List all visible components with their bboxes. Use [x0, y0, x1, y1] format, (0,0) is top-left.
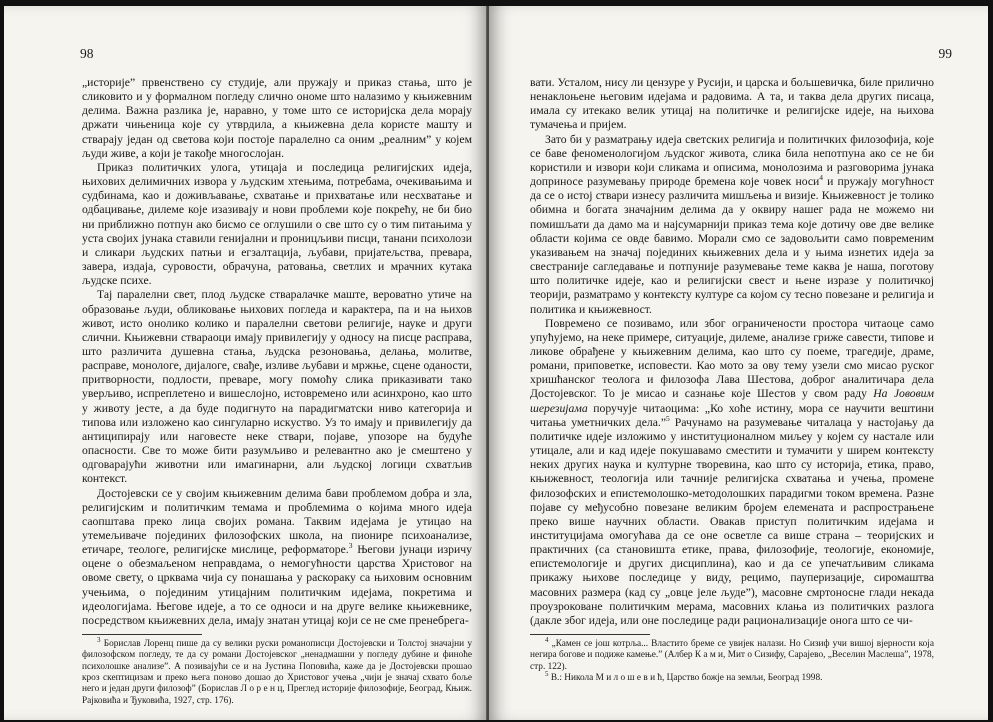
- left-page: [4, 6, 487, 720]
- footnote: [82, 636, 472, 707]
- footnote-number: 4: [545, 636, 549, 644]
- right-page-text: [530, 76, 934, 684]
- footnote-number: 3: [97, 636, 101, 644]
- paragraph-text: и пружају могућност да се о истој ствари изнесу различита мишљења и визије. Књижевност је толико обимна и богата значајним делима да у оквиру нашег рада не можемо ни помишљати да дамо ма и најсумарнији приказ тема које дотичу ове две велике области којима се овде бавимо. Морали смо се задовољити само повременим указивањем на значај појединих књижевних дела и у њима изнетих идеја за свестраније сагледавање и потпуније разумевање теме каква је наша, поготову што политичке идеје, као и религијски свест и њене изразе у политичкој теорији, разматрамо у контексту културе са којом су тесно повезане и религија и политика и књижевност.: [530, 175, 934, 316]
- paragraph-text: Зато би у разматрању идеја светских религија и политичких филозофија, које се баве феноменологијом људског живота, слика била непотпуна ако се не би користили и извори који сликама и описима, монолозима и разговорима јунака доприносе разумевању природе бремена које човек носи: [530, 132, 934, 189]
- paragraph: „историје” првенствено су студије, али пружају и приказ стања, што је сликовито и у формалном погледу слично ономе што налазимо у књижевним делима. Важна разлика је, наравно, у томе што се историјска дела морају држати чињеница које су утврдила, а књижевна дела користе машту и стварају један од светова који постоје паралелно са оним „реалним” у којем људи живе, а који је такође многослојан.: [82, 76, 472, 160]
- paragraph: Тај паралелни свет, плод људске стваралачке маште, вероватно утиче на образовање људи, обликовање њихових погледа и карактера, па и на њихов живот, исто онолико колико и паралелни светови религије, науке и други слични. Књижевни ствараоци имају привилегију у односу на писце расправа, што различита душевна стања, људска резоновања, делања, молитве, расправе, монологе, дијалоге, свађе, изливе љубави и мржње, сцене оданости, притворности, подлости, преваре, могу помоћу слика приказивати тако уверљиво, испреплетено и вишеслојно, истовремено или асинхроно, као што у животу јесте, а да буде подигнуто на парадигматски ниво категорија и типова или изложено као сингуларно искуство. Уз то имају и привилегију да антиципирају или наговесте неке ствари, појаве, упозоре на будуће опасности. Све то може бити разумљиво и релевантно ако је смештено у одговарајући животни или имагинарни, али људској логици схватљив контекст.: [82, 288, 472, 486]
- footnote-marker: 3: [348, 541, 353, 551]
- paragraph-text: Повремено се позивамо, или због ограничености простора читаоце само упућујемо, на неке примере, ситуације, дилеме, анализе гриже савести, типове и ликове обрађене у књижевним делима, као што су поеме, трагедије, драме, романи, приповетке, исповести. Као мото за ову тему узели смо мисао руског хришћанског теолога и филозофа Лава Шестова, доброг аналитичара дела Достојевског. То је мисао и сазнање које Шестов у свом раду: [530, 316, 934, 401]
- footnote-text: В.: Никола М и л о ш е в и ћ, Царство божје на земљи, Београд 1998.: [548, 672, 823, 683]
- footnote-marker: 5: [666, 413, 670, 423]
- paragraph-text: поручује читаоцима: „Ко хоће истину, мора се научити вештини читања уметничких дела.”: [530, 401, 934, 429]
- footnote: [530, 669, 934, 684]
- paragraph: Приказ политичких улога, утицаја и последица религијских идеја, њихових делимичних извора у људским хтењима, потребама, очекивањима и судбинама, као и доживљавање, схватање и прихватање или несхватање и одбацивање, дилеме које изазивају и нови проблеми које покрећу, не би био ни приближно потпун ако бисмо се оглушили о све што су о тим питањима у уста својих јунака ставили генијални и проницљиви писци, танани психолози и сликари људских патњи и егзалтација, љубави, пријатељства, превара, завера, издаја, суровости, обрачуна, ратовања, светлих и мрачних кутака људске психе.: [82, 160, 472, 288]
- left-page-text: [82, 76, 472, 707]
- footnote-number: 5: [545, 669, 549, 678]
- footnote-text: „Камен се још котрља... Властито бреме се увијек налази. Но Сизиф учи вишој вјерности која негира богове и подиже камење.” (Албер К а м и, Мит о Сизифу, Сарајево, „Веселин Маслеша”, 1978, стр. 122).: [530, 639, 934, 672]
- page-number-right: 99: [938, 46, 952, 61]
- footnote-marker: 4: [819, 173, 824, 183]
- book-title-italic: На Јововим шерезијама: [530, 387, 934, 415]
- paragraph-with-footnote: [530, 317, 934, 628]
- paragraph: вати. Усталом, нису ли цензуре у Русији, и царска и бољшевичка, биле прилично ненаклоњене његовим идејама и радовима. А та, и таква дела других писаца, имала су итекако велик утицај на политичке и религијске идеје, на њихова тумачења и пријем.: [530, 76, 934, 132]
- paragraph-with-footnote: [82, 487, 472, 629]
- footnote-divider: [82, 634, 202, 635]
- footnotes: [530, 636, 934, 684]
- footnotes: [82, 636, 472, 707]
- footnote: [530, 636, 934, 673]
- footnote-text: Борислав Лоренц пише да су велики руски романописци Достојевски и Толстој значајни у филозофском погледу, те да су романи Достојевског „ненадмашни у погледу дубине и финоће психолошке анализе”. А позивајући се и на Јустина Поповића, каже да је Достојевски прошао кроз скептицизам и преко њега поново дошао до Христовог учења „чији је значај схвато боље него и један други филозоф” (Борислав Л о р е н ц, Преглед историје филозофије, Београд, Књиж. Рајковића и Ђуковића, 1927, стр. 176).: [82, 639, 472, 706]
- paragraph-text: Достојевски се у својим књижевним делима бави проблемом добра и зла, религијским и политичким темама и проблемима о којима много идеја саопштава преко лица својих романа. Таквим идејама је утицао на утемељиваче појединих филозофских школа, на пионире психоанализе, етичаре, теологе, религијске мислице, реформаторе.: [82, 486, 472, 557]
- right-page: [489, 6, 988, 720]
- footnote-divider: [530, 634, 650, 635]
- page-number-left: 98: [80, 46, 94, 61]
- paragraph-with-footnote: [530, 133, 934, 317]
- paragraph-text: Рачунамо на разумевање читалаца у настојању да политичке идеје изложимо у институционалном миљеу у којем су настале или утицале, али и кад идеје покушавамо сместити и тумачити у ширем контексту неких других наука и културне творевина, као што су историја, етика, право, књижевност, теологија или тачније религијска схватања и учења, промене филозофских и епистемолошко-методолошких парадигми током времена. Разне појаве су међусобно повезане великим бројем елемената и распрострањене преко више научних области. Овакав приступ политичким идејама и институцијама омогућава да се оне осветле са више страна – теоријских и практичних (са становишта етике, права, филозофије, теологије, економије, епистемологије и других дисциплина), као и да се упечатљивим сликама прикажу њихове последице у виду, рецимо, пауперизације, сиромаштва масовних размера (кад су „овце јеле људе”), масовне смртоносне глади некада проузроковане политичким мерама, масовних клања из политичких разлога (дакле због идеја, или оне последице ради рационализације онога што се чи-: [530, 415, 934, 627]
- paragraph-text: Његови јунаци изричу оцене о обезмаљеном неправдама, о немогућности царства Христовог на овоме свету, о црквама чија су понашања у раскораку са њиховим основним учењима, о појединим утицајним политичким идејама, покретима и идеологијама. Његове идеје, а то се односи и на друге велике књижевнике, посредством књижевних дела, имају знатан утицај који се не сме пренебрега-: [82, 543, 472, 627]
